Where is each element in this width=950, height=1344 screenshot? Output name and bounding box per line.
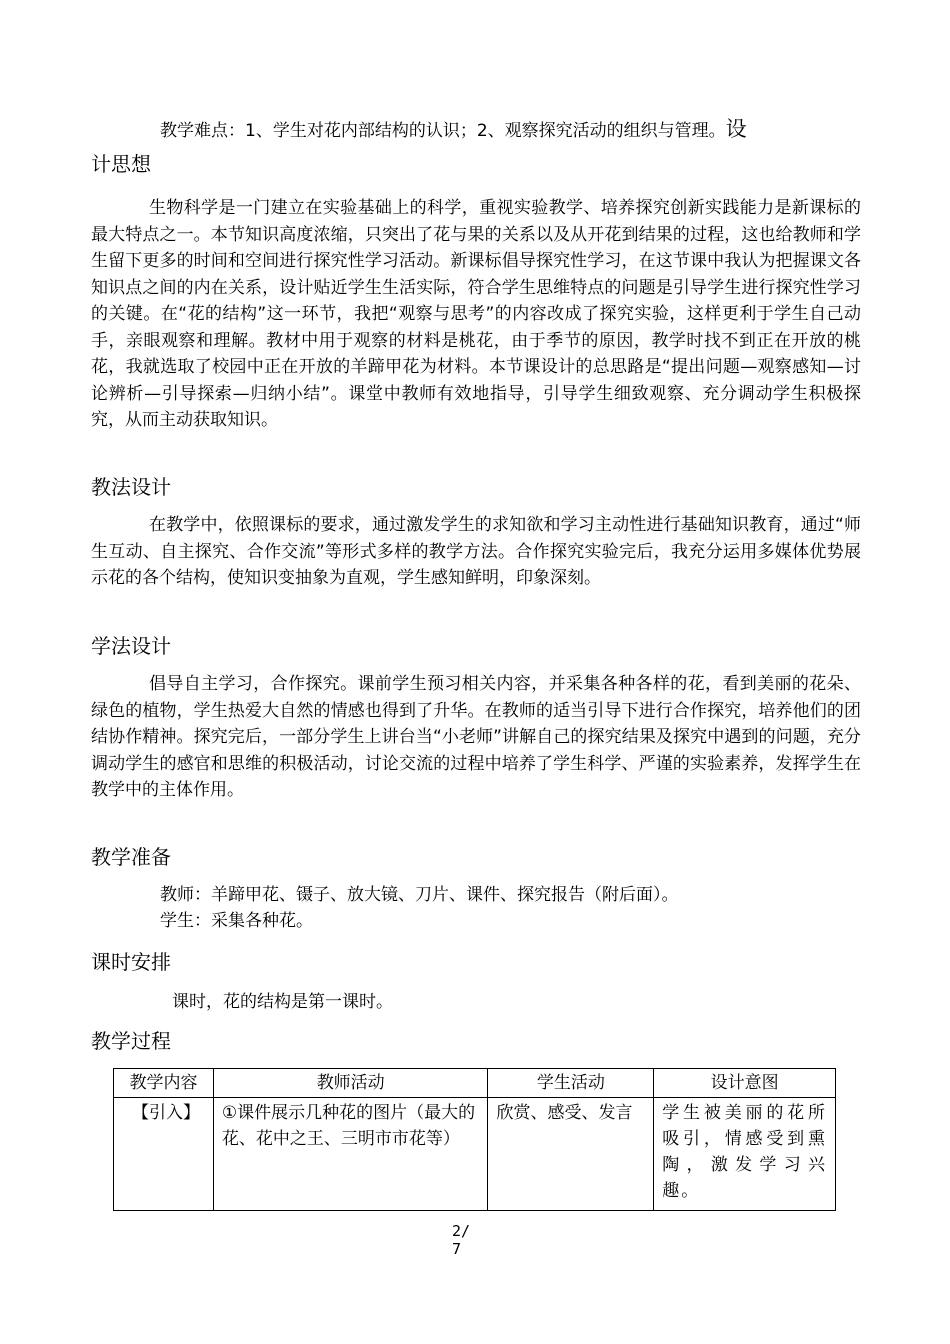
header-student-activity: 学生活动 (488, 1069, 654, 1098)
page-number-total: 7 (452, 1240, 462, 1258)
header-teacher-activity: 教师活动 (213, 1069, 488, 1098)
header-design-intent: 设计意图 (654, 1069, 836, 1098)
table-header-row (114, 1069, 836, 1098)
table-row (114, 1098, 836, 1211)
cell-student-activity: 欣赏、感受、发言 (488, 1098, 654, 1211)
preparation-student: 学生：采集各种花。 (160, 911, 313, 931)
heading-process: 教学过程 (91, 1029, 171, 1053)
preparation-teacher: 教师：羊蹄甲花、镊子、放大镜、刀片、课件、探究报告（附后面）。 (160, 885, 679, 905)
paragraph-teaching-method: 在教学中，依照课标的要求，通过激发学生的求知欲和学习主动性进行基础知识教育，通过“师生互动、自主探究、合作交流”等形式多样的教学方法。合作探究实验完后，我充分运用多媒体优势展示花的各个结构，使知识变抽象为直观，学生感知鲜明，印象深刻。 (91, 515, 861, 588)
paragraph-learning-method: 倡导自主学习，合作探究。课前学生预习相关内容，并采集各种各样的花，看到美丽的花朵、绿色的植物，学生热爱大自然的情感也得到了升华。在教师的适当引导下进行合作探究，培养他们的团结协作精神。探究完后，一部分学生上讲台当“小老师”讲解自己的探究结果及探究中遇到的问题，充分调动学生的感官和思维的积极活动，讨论交流的过程中培养了学生科学、严谨的实验素养，发挥学生在教学中的主体作用。 (91, 674, 861, 800)
heading-learning-method: 学法设计 (91, 634, 171, 658)
heading-design-thought: 计思想 (91, 152, 151, 176)
header-content: 教学内容 (114, 1069, 214, 1098)
teaching-difficulty-text: 教学难点：1、学生对花内部结构的认识；2、观察探究活动的组织与管理。 (160, 121, 726, 141)
paragraph-design-thought: 生物科学是一门建立在实验基础上的科学，重视实验教学、培养探究创新实践能力是新课标的最大特点之一。本节知识高度浓缩，只突出了花与果的关系以及从开花到结果的过程，这也给教师和学生留下更多的时间和空间进行探究性学习活动。新课标倡导探究性学习，在这节课中我认为把握课文各知识点之间的内在关系，设计贴近学生生活实际，符合学生思维特点的问题是引导学生进行探究性学习的关键。在“花的结构”这一环节，我把“观察与思考”的内容改成了探究实验，这样更利于学生自己动手，亲眼观察和理解。教材中用于观察的材料是桃花，由于季节的原因，教学时找不到正在开放的桃花，我就选取了校园中正在开放的羊蹄甲花为材料。本节课设计的总思路是“提出问题—观察感知—讨论辨析—引导探索—归纳小结”。课堂中教师有效地指导，引导学生细致观察、充分调动学生积极探究，从而主动获取知识。 (91, 198, 861, 430)
schedule-text: 课时，花的结构是第一课时。 (172, 992, 393, 1012)
page-number-current: 2/ (452, 1222, 471, 1240)
heading-schedule: 课时安排 (91, 950, 171, 974)
heading-teaching-method: 教法设计 (91, 475, 171, 499)
heading-preparation: 教学准备 (91, 845, 171, 869)
page-number (452, 1222, 492, 1258)
cell-design-intent: 学生被美丽的花所吸引，情感受到熏陶，激发学习兴趣。 (654, 1098, 836, 1211)
teaching-difficulty-line (160, 116, 747, 144)
cell-teacher-activity: ①课件展示几种花的图片（最大的花、花中之王、三明市市花等） (213, 1098, 488, 1211)
cell-content: 【引入】 (114, 1098, 214, 1211)
heading-fragment-she: 设 (725, 117, 747, 141)
teaching-process-table (113, 1068, 836, 1211)
